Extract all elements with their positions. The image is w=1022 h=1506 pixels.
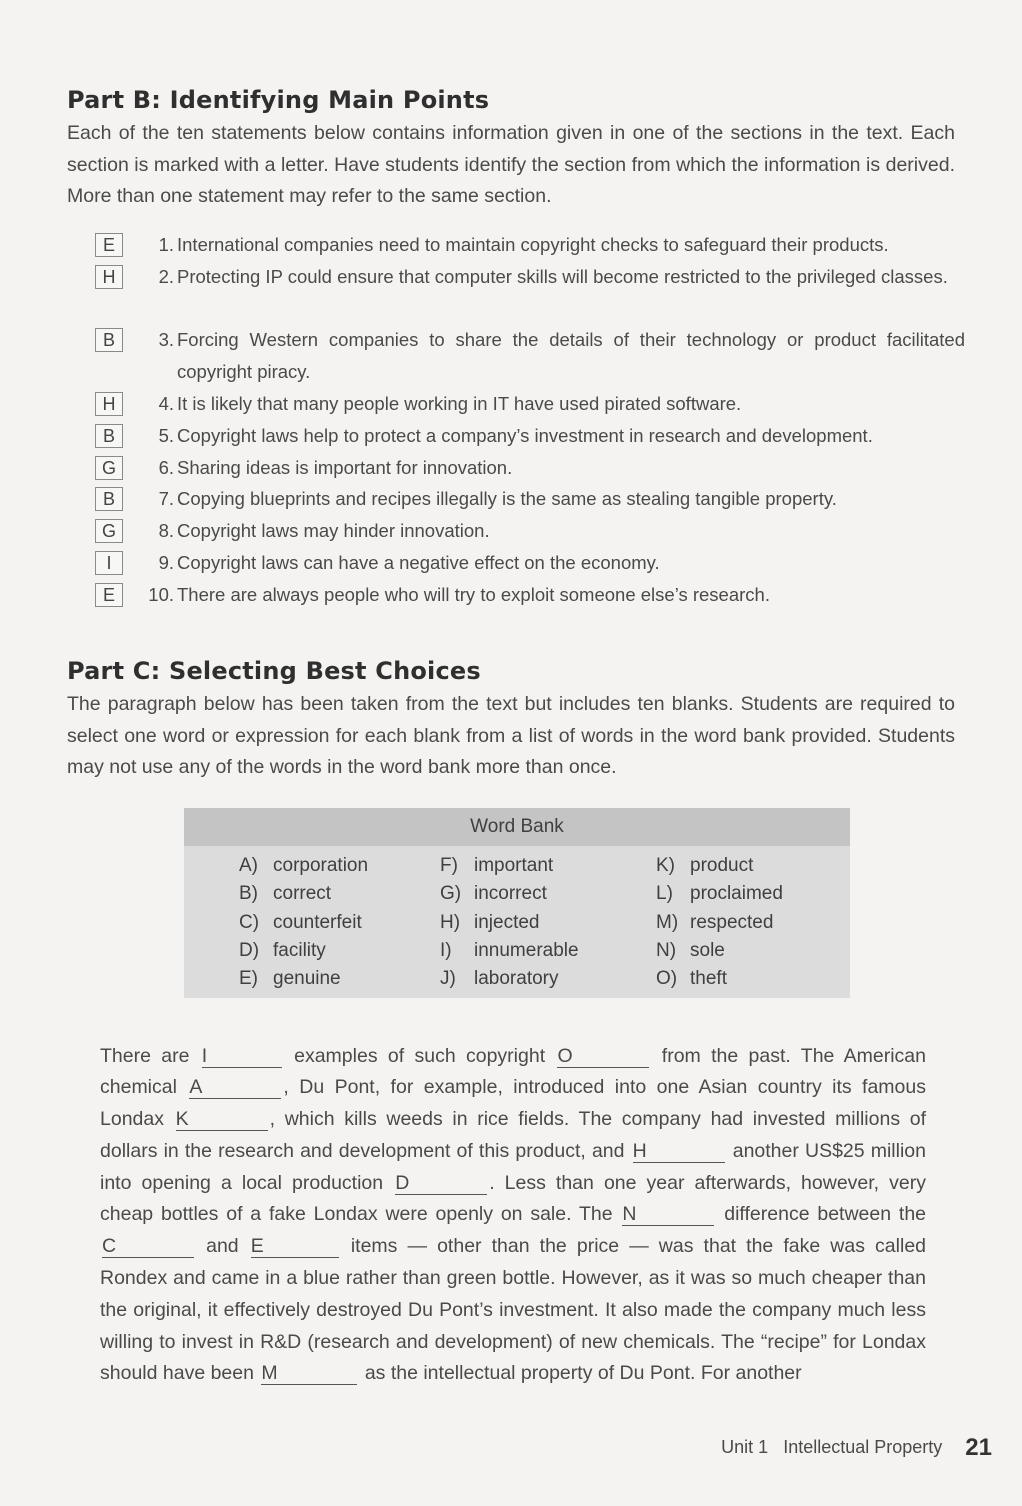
option-word: genuine <box>273 968 341 990</box>
statement-item <box>95 452 965 484</box>
statement-text: It is likely that many people working in IT have used pirated software. <box>177 392 742 414</box>
option-word: theft <box>690 968 727 990</box>
option-word: correct <box>273 883 332 905</box>
option-word: innumerable <box>474 939 579 961</box>
word-bank-entry <box>239 937 368 965</box>
statement-number: 10. <box>148 583 174 605</box>
part-b-heading: Part B: Identifying Main Points <box>67 86 490 114</box>
option-letter: B) <box>239 883 258 905</box>
statement-number: 2. <box>158 265 174 287</box>
option-letter: G) <box>440 883 462 905</box>
word-bank-entry <box>239 852 368 880</box>
cloze-text: from the past. The American chemical <box>100 1044 926 1099</box>
word-bank-entry <box>239 965 368 993</box>
word-bank-entry <box>440 937 579 965</box>
word-bank-entry <box>656 852 783 880</box>
cloze-blank: C <box>102 1235 194 1258</box>
part-c-intro: The paragraph below has been taken from the text but includes ten blanks. Students are required to select one word or expression for each blank from a list of words in the word bank provided. Students may not use any of the words in the word bank more than once. <box>67 693 955 779</box>
cloze-text: There are <box>100 1044 190 1067</box>
statement-number: 9. <box>158 551 174 573</box>
word-bank-entry <box>656 937 783 965</box>
statement-item <box>95 261 965 325</box>
statement-item <box>95 420 965 452</box>
cloze-paragraph <box>100 1041 926 1391</box>
answer-box: E <box>95 233 123 257</box>
option-letter: E) <box>239 968 258 990</box>
page-footer <box>721 1434 992 1462</box>
word-bank-entry <box>239 880 368 908</box>
statement-item <box>95 324 965 388</box>
statement-text: Copying blueprints and recipes illegally is the same as stealing tangible property. <box>177 488 837 510</box>
answer-box: B <box>95 328 123 352</box>
word-bank-title: Word Bank <box>184 808 850 846</box>
option-word: incorrect <box>474 883 547 905</box>
option-letter: N) <box>656 939 677 961</box>
statement-number: 7. <box>158 488 174 510</box>
option-word: respected <box>690 911 774 933</box>
option-letter: C) <box>239 911 260 933</box>
cloze-text: another US$25 million into opening a local production <box>100 1139 926 1194</box>
cloze-text: . Less than one year afterwards, however, very cheap bottles of a fake Londax were openly on sale. The <box>100 1171 927 1226</box>
page-number: 21 <box>965 1434 992 1461</box>
footer-unit: Unit 1 <box>721 1437 769 1457</box>
statement-text: Copyright laws may hinder innovation. <box>177 520 490 542</box>
footer-title: Intellectual Property <box>783 1437 943 1457</box>
option-word: facility <box>273 939 326 961</box>
cloze-blank: H <box>633 1140 725 1163</box>
cloze-blank: N <box>622 1203 714 1226</box>
statement-item <box>95 388 965 420</box>
option-letter: M) <box>656 911 679 933</box>
option-letter: H) <box>440 911 461 933</box>
cloze-blank: K <box>176 1108 268 1131</box>
word-bank-column <box>656 852 783 993</box>
statement-item <box>95 229 965 261</box>
option-word: injected <box>474 911 540 933</box>
answer-box: B <box>95 424 123 448</box>
statement-item <box>95 483 965 515</box>
cloze-blank: D <box>395 1172 487 1195</box>
statement-number: 6. <box>158 456 174 478</box>
option-word: important <box>474 855 554 876</box>
option-word: sole <box>690 939 725 961</box>
option-letter: A) <box>239 855 258 876</box>
cloze-blank: A <box>189 1076 281 1099</box>
word-bank-entry <box>440 852 579 880</box>
option-word: corporation <box>273 855 369 876</box>
part-c-heading: Part C: Selecting Best Choices <box>67 657 481 685</box>
word-bank-entry <box>440 880 579 908</box>
word-bank <box>184 808 850 998</box>
word-bank-column <box>440 852 579 993</box>
word-bank-entry <box>239 909 368 937</box>
statement-item <box>95 579 965 611</box>
cloze-blank: E <box>251 1235 339 1258</box>
option-letter: L) <box>656 883 673 905</box>
statement-text: There are always people who will try to exploit someone else’s research. <box>177 583 770 605</box>
statement-list <box>95 229 965 611</box>
word-bank-entry <box>440 909 579 937</box>
option-letter: K) <box>656 855 675 876</box>
cloze-text: items — other than the price — was that the fake was called Rondex and came in a blue rather than green bottle. However, as it was so much cheaper than the original, it effectively destroyed Du Pont’s investment. It also made the company much less willing to invest in R&D (research and development) of new chemicals. The “recipe” for Londax should have been <box>100 1235 927 1385</box>
answer-box: G <box>95 456 123 480</box>
cloze-text: as the intellectual property of Du Pont. For another <box>364 1362 802 1385</box>
statement-text: Sharing ideas is important for innovation. <box>177 456 513 478</box>
answer-box: G <box>95 519 123 543</box>
word-bank-entry <box>656 880 783 908</box>
cloze-text: difference between the <box>724 1203 927 1226</box>
statement-number: 5. <box>158 424 174 446</box>
statement-text: Copyright laws can have a negative effect on the economy. <box>177 551 660 573</box>
statement-text: Forcing Western companies to share the details of their technology or product facilitated copyright piracy. <box>177 329 965 383</box>
cloze-text: examples of such copyright <box>294 1044 546 1067</box>
option-word: laboratory <box>474 968 559 990</box>
word-bank-entry <box>656 909 783 937</box>
option-word: proclaimed <box>690 883 783 905</box>
part-b-intro: Each of the ten statements below contains information given in one of the sections in the text. Each section is marked with a letter. Have students identify the section from which the information is derived. More than one statement may refer to the same section. <box>67 122 955 208</box>
statement-text: International companies need to maintain copyright checks to safeguard their products. <box>177 234 889 255</box>
option-letter: D) <box>239 939 260 961</box>
option-letter: F) <box>440 855 458 876</box>
answer-box: B <box>95 487 123 511</box>
answer-box: E <box>95 583 123 607</box>
cloze-text: , which kills weeds in rice fields. The company had invested millions of dollars in the research and development of this product, and <box>100 1108 926 1162</box>
word-bank-column <box>239 852 368 993</box>
cloze-blank: I <box>202 1045 282 1068</box>
statement-number: 3. <box>158 329 174 351</box>
option-letter: J) <box>440 968 456 990</box>
statement-text: Protecting IP could ensure that computer skills will become restricted to the privileged classes. <box>177 265 948 287</box>
option-letter: O) <box>656 968 678 990</box>
statement-text: Copyright laws help to protect a company’s investment in research and development. <box>177 424 873 446</box>
statement-item <box>95 515 965 547</box>
answer-box: I <box>95 551 123 575</box>
statement-number: 1. <box>158 234 174 255</box>
statement-item <box>95 547 965 579</box>
word-bank-entry <box>440 965 579 993</box>
answer-box: H <box>95 265 123 289</box>
cloze-blank: O <box>557 1045 649 1068</box>
answer-box: H <box>95 392 123 416</box>
word-bank-entry <box>656 965 783 993</box>
cloze-blank: M <box>261 1362 357 1385</box>
option-word: product <box>690 855 754 876</box>
cloze-text: , Du Pont, for example, introduced into one Asian country its famous Londax <box>100 1076 926 1131</box>
cloze-text: and <box>206 1235 239 1258</box>
option-word: counterfeit <box>273 911 362 933</box>
option-letter: I) <box>440 939 452 961</box>
statement-number: 8. <box>158 520 174 542</box>
statement-number: 4. <box>158 392 174 414</box>
